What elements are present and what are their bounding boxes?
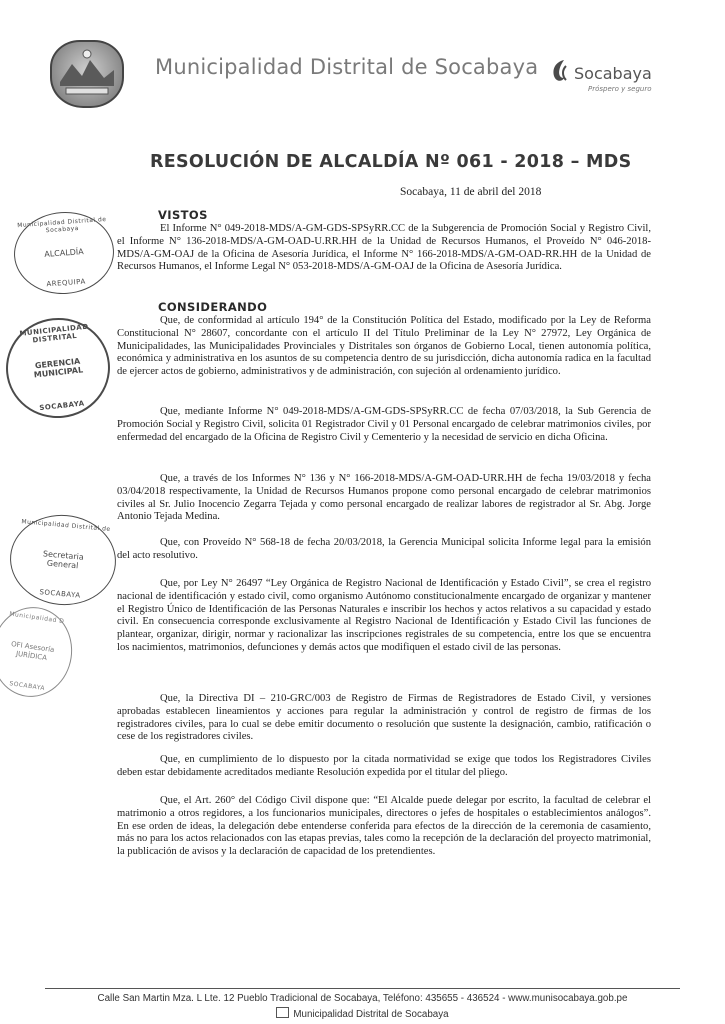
- considerando-paragraph-7: Que, en cumplimiento de lo dispuesto por la citada normatividad se exige que todos los Registradores Civiles deben estar debidamente acreditados mediante Resolución expedida por el titular del pliego.: [117, 754, 651, 778]
- considerando-paragraph-3: Que, a través de los Informes N° 136 y N° 166-2018-MDS/A-GM-OAD-URR.HH de fecha 19/03/2018 y fecha 03/04/2018 respectivamente, la Unidad de Recursos Humanos propone como personal encargado de celebrar matrimonios civiles al Sr. Julio Inocencio Zegarra Tejada y como personal encargado de realizar labores de registrador al Sr. Abg. Jorge Antonio Tejada Medina.: [117, 473, 651, 523]
- stamp-center-text: OFI Asesoría JURÍDICA: [10, 640, 55, 663]
- stamp-ring-text: MUNICIPALIDAD DISTRITAL: [19, 322, 89, 345]
- socabaya-brand-logo: [548, 56, 668, 101]
- building-icon: [276, 1007, 289, 1018]
- considerando-paragraph-1: Que, de conformidad al artículo 194° de la Constitución Política del Estado, modificado por la Ley de Reforma Constitucional N° 28607, concordante con el artículo II del Título Preliminar de la Ley N° 27972, Ley Orgánica de Municipalidades, las Municipalidades Provinciales y Distritales son órganos de Gobierno Local, tienen autonomía política, económica y administrativa en los asuntos de su competencia dentro de su jurisdicción, dicha autonomía radica en la facultad de ejercer actos de gobierno, administrativos y de administración, con sujeción al ordenamiento jurídico.: [117, 315, 651, 378]
- footer-brand-text: Municipalidad Distrital de Socabaya: [293, 1009, 449, 1020]
- stamp-ring-text: SOCABAYA: [8, 680, 46, 693]
- brand-name: Socabaya: [574, 64, 652, 83]
- considerando-paragraph-2: Que, mediante Informe N° 049-2018-MDS/A-GM-GDS-SPSyRR.CC de fecha 07/03/2018, la Sub Gerencia de Promoción Social y Registro Civil, solicita 01 Registrador Civil y 01 Personal encargado de celebrar matrimonios civiles, por enfermedad del encargado de la Oficina de Registro Civil y Cementerio y la necesidad de servicio en dicha Oficina.: [117, 406, 651, 443]
- alcaldia-stamp: [11, 209, 116, 298]
- stamp-center-text: Secretaria General: [42, 549, 85, 571]
- considerando-paragraph-5: Que, por Ley N° 26497 “Ley Orgánica de Registro Nacional de Identificación y Estado Civil”, se crea el registro nacional de identificación y estado civil, como organismo Autónomo constitucionalmente encargado de organizar y mantener el Registro Único de Identificación de las Personas Naturales e inscribir los hechos y actos relativos a su capacidad y estado civil. En consecuencia corresponde exclusivamente al Registro Nacional de Identificación y Estado Civil las funciones de plantear, organizar, dirigir, normar y racionalizar las inscripciones registrales de su competencia, entre los que se encuentra los nacimientos, matrimonios, defunciones y demás actos que modifiquen el estado civil de las personas.: [117, 578, 651, 653]
- stamp-ring-text: Municipalidad D: [8, 610, 65, 626]
- stamp-ring-text: SOCABAYA: [38, 399, 85, 413]
- vistos-paragraph: El Informe N° 049-2018-MDS/A-GM-GDS-SPSyRR.CC de la Subgerencia de Promoción Social y Registro Civil, el Informe N° 136-2018-MDS/A-GM-OAD-U.RR.HH de la Unidad de Recursos Humanos, el Proveído N° 046-2018-MDS/A-GM-OAJ de la Oficina de Asesoría Jurídica, el Informe N° 166-2018-MDS/A-GM-OAD-RR.HH de la Unidad de Recursos Humanos, el Informe Legal N° 053-2018-MDS/A-GM-OAJ de la Oficina de Asesoría Jurídica.: [117, 223, 651, 273]
- asesoria-juridica-stamp: [0, 602, 78, 702]
- gerencia-municipal-stamp: [1, 313, 115, 423]
- stamp-center-text: ALCALDÍA: [44, 247, 84, 259]
- footer-divider: [45, 988, 680, 989]
- brand-tagline: Próspero y seguro: [588, 85, 652, 93]
- secretaria-general-stamp: [6, 511, 119, 610]
- resolution-date: Socabaya, 11 de abril del 2018: [400, 186, 542, 198]
- municipality-name: Municipalidad Distrital de Socabaya: [155, 55, 539, 79]
- municipal-crest-icon: [50, 40, 124, 108]
- stamp-ring-text: Municipalidad Distrital de: [21, 518, 111, 534]
- footer-address: Calle San Martin Mza. L Lte. 12 Pueblo Tradicional de Socabaya, Teléfono: 435655 - 436524 - www.munisocabaya.gob.pe: [97, 993, 628, 1004]
- stamp-ring-text: AREQUIPA: [46, 277, 86, 289]
- stamp-ring-text: SOCABAYA: [39, 588, 81, 600]
- letterhead: [0, 0, 725, 110]
- considerando-paragraph-6: Que, la Directiva DI – 210-GRC/003 de Registro de Firmas de Registradores de Estado Civil, y versiones aprobadas establecen lineamientos y acciones para regular la administración y control de registro de firmas de los registradores civiles, para lo cual se debe emitir documento o resolución que sustente la designación, cambio, ratificación o cese de los registradores civiles.: [117, 693, 651, 743]
- brand-leaf-icon: [548, 58, 570, 84]
- considerando-paragraph-8: Que, el Art. 260° del Código Civil dispone que: “El Alcalde puede delegar por escrito, la facultad de celebrar el matrimonio a otros regidores, a los funcionarios municipales, directores o jefes de hospitales o establecimientos análogos”. En ese orden de ideas, la delegación debe entenderse conferida para efectos de la dirección de la ceremonia de casamiento, más no para los actos relacionados con las etapas previas, tales como la recepción de la declaración del proyecto matrimonial, la publicación de avisos y la declaración de capacidad de los pretendientes.: [117, 795, 651, 858]
- vistos-heading: VISTOS: [158, 208, 208, 222]
- considerando-paragraph-4: Que, con Proveído N° 568-18 de fecha 20/03/2018, la Gerencia Municipal solicita Informe legal para la emisión del acto resolutivo.: [117, 537, 651, 561]
- stamp-center-text: GERENCIA MUNICIPAL: [33, 356, 84, 380]
- footer-brand: [0, 1007, 725, 1020]
- considerando-heading: CONSIDERANDO: [158, 300, 268, 314]
- stamp-ring-text: Municipalidad Distrital de Socabaya: [17, 215, 107, 235]
- resolution-title: RESOLUCIÓN DE ALCALDÍA Nº 061 - 2018 – MDS: [150, 152, 632, 172]
